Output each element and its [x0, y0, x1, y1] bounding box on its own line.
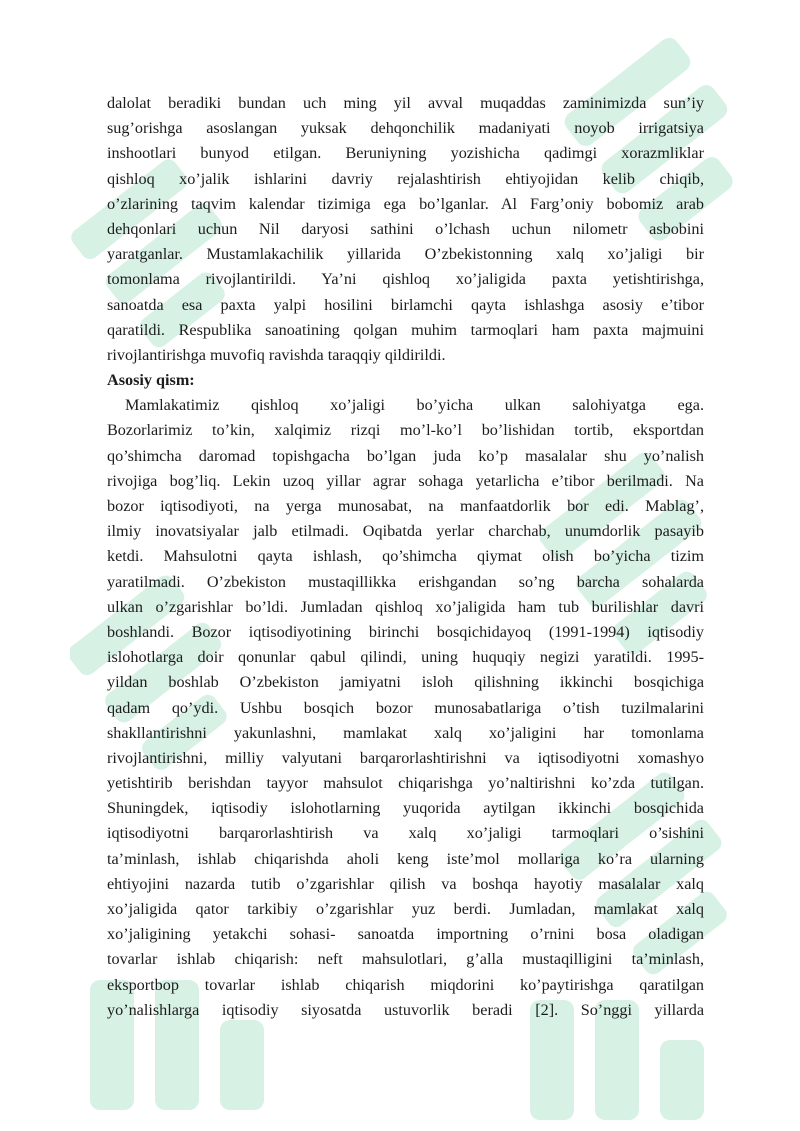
text-line: bozor iqtisodiyoti, na yerga munosabat, na manfaatdorlik bor edi. Mablag’, — [107, 497, 704, 515]
text-line: iqtisodiyotni barqarorlashtirish va xalq xo’jaligi tarmoqlari o’sishini — [107, 824, 704, 843]
text-line: Mamlakatimiz qishloq xo’jaligi bo’yicha ulkan salohiyatga ega. — [125, 396, 704, 415]
text-line: qishloq xo’jalik ishlarini davriy rejalashtirish ehtiyojidan kelib chiqib, — [107, 169, 704, 188]
text-line: eksportbop tovarlar ishlab chiqarish miqdorini ko’paytirishga qaratilgan — [107, 975, 704, 994]
text-line: yo’nalishlarga iqtisodiy siyosatda ustuvorlik beradi [2]. So’nggi yillarda — [107, 1000, 704, 1019]
text-line: yildan boshlab O’zbekiston jamiyatni isloh qilishning ikkinchi bosqichiga — [107, 673, 704, 692]
intro-paragraph — [107, 91, 704, 368]
text-line: o’zlarining taqvim kalendar tizimiga ega bo’lganlar. Al Farg’oniy bobomiz arab — [107, 194, 704, 213]
text-line: rivojiga bog’liq. Lekin uzoq yillar agrar sohaga yetarlicha e’tibor berilmadi. Na — [107, 471, 704, 490]
text-line: ta’minlash, ishlab chiqarishda aholi keng iste’mol mollariga ko’ra ularning — [107, 849, 704, 868]
text-line: ilmiy inovatsiyalar jalb etilmadi. Oqibatda yerlar charchab, unumdorlik pasayib — [107, 522, 704, 541]
text-line: tomonlama rivojlantirildi. Ya’ni qishloq xo’jaligida paxta yetishtirishga, — [107, 270, 704, 289]
text-line: xo’jaligining yetakchi sohasi- sanoatda importning o’rnini bosa oladigan — [107, 925, 704, 944]
text-line: yetishtirib berishdan tayyor mahsulot chiqarishga yo’naltirishni ko’zda tutilgan. — [107, 774, 704, 793]
text-line: ketdi. Mahsulotni qayta ishlash, qo’shimcha qiymat olish bo’yicha tizim — [107, 547, 704, 566]
text-line: islohotlarga doir qonunlar qabul qilindi, uning huquqiy negizi yaratildi. 1995- — [107, 648, 704, 667]
text-line: dehqonlari uchun Nil daryosi sathini o’lchash uchun nilometr asbobini — [107, 219, 704, 238]
section-heading: Asosiy qism: — [107, 371, 195, 390]
document-body — [107, 91, 704, 1023]
text-line: yaratilmadi. O’zbekiston mustaqillikka erishgandan so’ng barcha sohalarda — [107, 572, 704, 591]
text-line: Shuningdek, iqtisodiy islohotlarning yuqorida aytilgan ikkinchi bosqichida — [107, 799, 704, 818]
text-line: qadam qo’ydi. Ushbu bosqich bozor munosabatlariga o’tish tuzilmalarini — [107, 698, 704, 717]
text-line: dalolat beradiki bundan uch ming yil avval muqaddas zaminimizda sun’iy — [107, 94, 704, 112]
text-line: yaratganlar. Mustamlakachilik yillarida O’zbekistonning xalq xo’jaligi bir — [107, 245, 704, 264]
text-line: xo’jaligida qator tarkibiy o’zgarishlar yuz berdi. Jumladan, mamlakat xalq — [107, 900, 704, 918]
main-paragraph — [107, 393, 704, 1023]
text-line: Bozorlarimiz to’kin, xalqimiz rizqi mo’l-ko’l bo’lishidan tortib, eksportdan — [107, 421, 704, 440]
text-line: rivojlantirishni, milliy valyutani barqarorlashtirishni va iqtisodiyotni xomashyo — [107, 748, 704, 767]
text-line: qaratildi. Respublika sanoatining qolgan muhim tarmoqlari ham paxta majmuini — [107, 320, 704, 339]
text-line: sug’orishga asoslangan yuksak dehqonchilik madaniyati noyob irrigatsiya — [107, 119, 704, 138]
text-line: sanoatda esa paxta yalpi hosilini birlamchi qayta ishlashga asosiy e’tibor — [107, 295, 704, 314]
text-line: boshlandi. Bozor iqtisodiyotining birinchi bosqichidayoq (1991-1994) iqtisodiy — [107, 622, 704, 641]
text-line: qo’shimcha daromad topishgacha bo’lgan juda ko’p masalalar shu yo’nalish — [107, 446, 704, 465]
text-line: inshootlari bunyod etilgan. Beruniyning yozishicha qadimgi xorazmliklar — [107, 144, 704, 163]
text-line: ehtiyojini nazarda tutib o’zgarishlar qilish va boshqa hayotiy masalalar xalq — [107, 874, 704, 893]
text-line: shakllantirishni yakunlashni, mamlakat xalq xo’jaligini har tomonlama — [107, 723, 704, 742]
text-line: rivojlantirishga muvofiq ravishda taraqqiy qildirildi. — [107, 345, 446, 364]
text-line: ulkan o’zgarishlar bo’ldi. Jumladan qishloq xo’jaligida ham tub burilishlar davri — [107, 597, 704, 616]
text-line: tovarlar ishlab chiqarish: neft mahsulotlari, g’alla mustaqilligini ta’minlash, — [107, 950, 704, 969]
